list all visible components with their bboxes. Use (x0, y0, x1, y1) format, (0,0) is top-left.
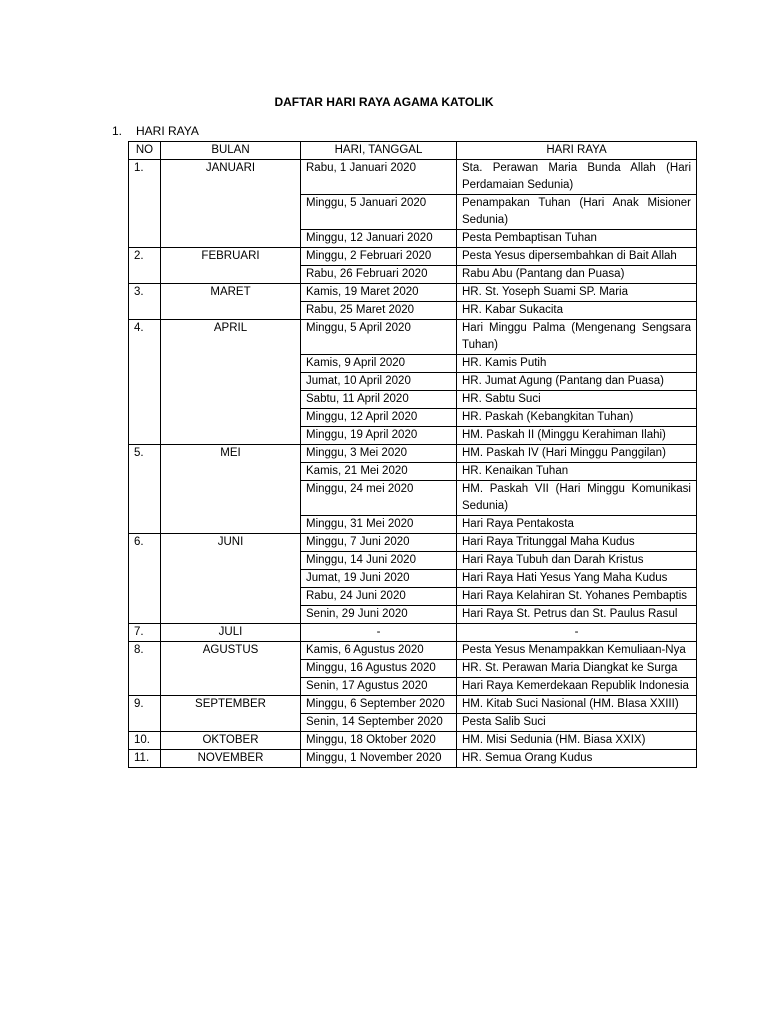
holiday-cell: Hari Raya Tubuh dan Darah Kristus (457, 552, 697, 570)
row-number: 2. (129, 248, 161, 284)
date-cell: Rabu, 24 Juni 2020 (301, 588, 457, 606)
date-cell: Minggu, 7 Juni 2020 (301, 534, 457, 552)
section-title: HARI RAYA (136, 124, 199, 138)
month-cell: JANUARI (161, 160, 301, 248)
holiday-cell: HM. Kitab Suci Nasional (HM. BIasa XXIII) (457, 696, 697, 714)
table-row (129, 248, 697, 266)
table-header-row (129, 142, 697, 160)
holiday-cell: Hari Minggu Palma (Mengenang Sengsara Tuhan) (457, 320, 697, 355)
date-cell: Kamis, 21 Mei 2020 (301, 463, 457, 481)
row-number: 9. (129, 696, 161, 732)
holiday-cell: Pesta Pembaptisan Tuhan (457, 230, 697, 248)
table-row (129, 624, 697, 642)
holiday-cell: HR. St. Yoseph Suami SP. Maria (457, 284, 697, 302)
date-cell: Sabtu, 11 April 2020 (301, 391, 457, 409)
date-cell: Jumat, 10 April 2020 (301, 373, 457, 391)
month-cell: JUNI (161, 534, 301, 624)
date-cell: Minggu, 5 April 2020 (301, 320, 457, 355)
table-row (129, 445, 697, 463)
date-cell: Minggu, 12 April 2020 (301, 409, 457, 427)
date-cell: - (301, 624, 457, 642)
holiday-cell: Pesta Yesus Menampakkan Kemuliaan-Nya (457, 642, 697, 660)
holiday-cell: Hari Raya Pentakosta (457, 516, 697, 534)
holiday-cell: Sta. Perawan Maria Bunda Allah (Hari Perdamaian Sedunia) (457, 160, 697, 195)
holiday-cell: Hari Raya Kelahiran St. Yohanes Pembaptis (457, 588, 697, 606)
header-hari-tanggal: HARI, TANGGAL (301, 142, 457, 160)
date-cell: Kamis, 6 Agustus 2020 (301, 642, 457, 660)
holiday-cell: Hari Raya St. Petrus dan St. Paulus Rasul (457, 606, 697, 624)
row-number: 4. (129, 320, 161, 445)
date-cell: Rabu, 26 Februari 2020 (301, 266, 457, 284)
date-cell: Minggu, 18 Oktober 2020 (301, 732, 457, 750)
month-cell: MARET (161, 284, 301, 320)
month-cell: AGUSTUS (161, 642, 301, 696)
month-cell: NOVEMBER (161, 750, 301, 768)
table-row (129, 284, 697, 302)
document-title: DAFTAR HARI RAYA AGAMA KATOLIK (274, 95, 494, 109)
date-cell: Minggu, 19 April 2020 (301, 427, 457, 445)
holiday-cell: HR. Kenaikan Tuhan (457, 463, 697, 481)
row-number: 6. (129, 534, 161, 624)
row-number: 1. (129, 160, 161, 248)
header-hari-raya: HARI RAYA (457, 142, 697, 160)
table-row (129, 160, 697, 195)
date-cell: Rabu, 1 Januari 2020 (301, 160, 457, 195)
date-cell: Kamis, 9 April 2020 (301, 355, 457, 373)
date-cell: Minggu, 12 Januari 2020 (301, 230, 457, 248)
holiday-cell: HM. Paskah VII (Hari Minggu Komunikasi Sedunia) (457, 481, 697, 516)
row-number: 5. (129, 445, 161, 534)
header-no: NO (129, 142, 161, 160)
holiday-cell: - (457, 624, 697, 642)
date-cell: Kamis, 19 Maret 2020 (301, 284, 457, 302)
date-cell: Minggu, 14 Juni 2020 (301, 552, 457, 570)
holiday-cell: Pesta Yesus dipersembahkan di Bait Allah (457, 248, 697, 266)
month-cell: MEI (161, 445, 301, 534)
row-number: 8. (129, 642, 161, 696)
row-number: 10. (129, 732, 161, 750)
month-cell: FEBRUARI (161, 248, 301, 284)
holiday-cell: HR. Paskah (Kebangkitan Tuhan) (457, 409, 697, 427)
holiday-cell: HR. Kamis Putih (457, 355, 697, 373)
table-row (129, 696, 697, 714)
date-cell: Minggu, 1 November 2020 (301, 750, 457, 768)
holiday-cell: Hari Raya Hati Yesus Yang Maha Kudus (457, 570, 697, 588)
date-cell: Senin, 14 September 2020 (301, 714, 457, 732)
section-number: 1. (112, 124, 123, 138)
holiday-cell: HM. Paskah II (Minggu Kerahiman Ilahi) (457, 427, 697, 445)
date-cell: Minggu, 31 Mei 2020 (301, 516, 457, 534)
date-cell: Minggu, 2 Februari 2020 (301, 248, 457, 266)
holiday-cell: HR. St. Perawan Maria Diangkat ke Surga (457, 660, 697, 678)
date-cell: Senin, 17 Agustus 2020 (301, 678, 457, 696)
holiday-cell: Hari Raya Kemerdekaan Republik Indonesia (457, 678, 697, 696)
holiday-cell: HR. Semua Orang Kudus (457, 750, 697, 768)
row-number: 7. (129, 624, 161, 642)
holiday-cell: Rabu Abu (Pantang dan Puasa) (457, 266, 697, 284)
holiday-table (128, 141, 697, 768)
row-number: 3. (129, 284, 161, 320)
date-cell: Jumat, 19 Juni 2020 (301, 570, 457, 588)
date-cell: Rabu, 25 Maret 2020 (301, 302, 457, 320)
holiday-cell: Penampakan Tuhan (Hari Anak Misioner Sedunia) (457, 195, 697, 230)
holiday-cell: Pesta Salib Suci (457, 714, 697, 732)
date-cell: Minggu, 16 Agustus 2020 (301, 660, 457, 678)
row-number: 11. (129, 750, 161, 768)
date-cell: Minggu, 3 Mei 2020 (301, 445, 457, 463)
month-cell: JULI (161, 624, 301, 642)
holiday-cell: HR. Jumat Agung (Pantang dan Puasa) (457, 373, 697, 391)
section-heading (112, 124, 199, 138)
table-row (129, 750, 697, 768)
holiday-cell: HM. Misi Sedunia (HM. Biasa XXIX) (457, 732, 697, 750)
table-row (129, 534, 697, 552)
header-bulan: BULAN (161, 142, 301, 160)
table-row (129, 642, 697, 660)
table-body (129, 160, 697, 768)
holiday-cell: HR. Sabtu Suci (457, 391, 697, 409)
date-cell: Minggu, 6 September 2020 (301, 696, 457, 714)
date-cell: Minggu, 5 Januari 2020 (301, 195, 457, 230)
table-row (129, 320, 697, 355)
date-cell: Minggu, 24 mei 2020 (301, 481, 457, 516)
date-cell: Senin, 29 Juni 2020 (301, 606, 457, 624)
month-cell: APRIL (161, 320, 301, 445)
holiday-cell: Hari Raya Tritunggal Maha Kudus (457, 534, 697, 552)
table-row (129, 732, 697, 750)
month-cell: OKTOBER (161, 732, 301, 750)
holiday-cell: HM. Paskah IV (Hari Minggu Panggilan) (457, 445, 697, 463)
month-cell: SEPTEMBER (161, 696, 301, 732)
holiday-cell: HR. Kabar Sukacita (457, 302, 697, 320)
